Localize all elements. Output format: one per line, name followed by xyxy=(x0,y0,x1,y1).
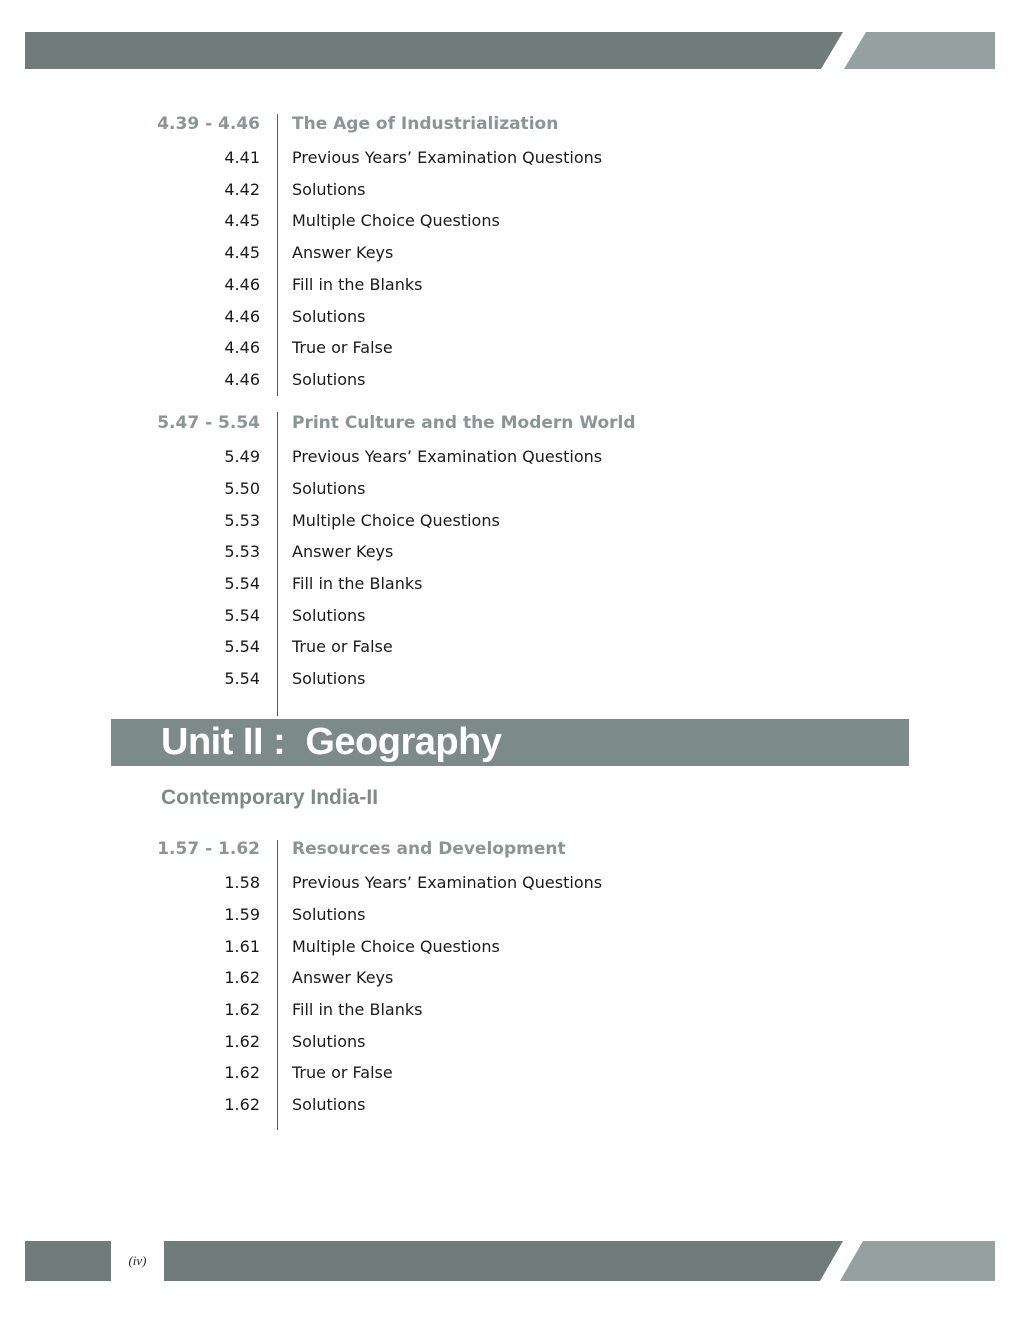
entry-title: Fill in the Blanks xyxy=(292,1000,423,1019)
entry-page: 1.61 xyxy=(224,937,260,956)
entry-title: Answer Keys xyxy=(292,542,394,561)
entry-page: 4.46 xyxy=(224,275,260,294)
entry-page: 4.46 xyxy=(224,307,260,326)
toc-divider-line xyxy=(277,840,278,1130)
entry-title: Solutions xyxy=(292,606,366,625)
entry-title: Solutions xyxy=(292,669,366,688)
entry-page: 4.46 xyxy=(224,338,260,357)
entry-page: 5.54 xyxy=(224,637,260,656)
entry-page: 5.53 xyxy=(224,511,260,530)
entry-page: 5.54 xyxy=(224,669,260,688)
chapter-page-range[interactable]: 1.57 - 1.62 xyxy=(157,839,260,859)
entry-page: 5.54 xyxy=(224,574,260,593)
entry-title: Solutions xyxy=(292,370,366,389)
chapter-title[interactable]: The Age of Industrialization xyxy=(292,114,559,134)
entry-title: True or False xyxy=(292,338,393,357)
entry-page: 4.46 xyxy=(224,370,260,389)
entry-title: Multiple Choice Questions xyxy=(292,937,500,956)
entry-page: 1.62 xyxy=(224,1032,260,1051)
entry-page: 1.62 xyxy=(224,1063,260,1082)
entry-title: Solutions xyxy=(292,1095,366,1114)
entry-page: 5.49 xyxy=(224,447,260,466)
top-header-band xyxy=(0,32,1020,70)
chapter-title[interactable]: Resources and Development xyxy=(292,839,566,859)
entry-title: Solutions xyxy=(292,1032,366,1051)
chapter-page-range[interactable]: 4.39 - 4.46 xyxy=(157,114,260,134)
entry-page: 5.53 xyxy=(224,542,260,561)
entry-title: Previous Years’ Examination Questions xyxy=(292,447,603,466)
page-number: (iv) xyxy=(111,1241,164,1281)
entry-title: Solutions xyxy=(292,479,366,498)
entry-title: True or False xyxy=(292,1063,393,1082)
subject-title: Contemporary India-II xyxy=(161,786,379,809)
entry-page: 1.62 xyxy=(224,1095,260,1114)
entry-title: Multiple Choice Questions xyxy=(292,211,500,230)
entry-page: 5.50 xyxy=(224,479,260,498)
entry-title: Solutions xyxy=(292,180,366,199)
entry-page: 1.62 xyxy=(224,1000,260,1019)
entry-title: True or False xyxy=(292,637,393,656)
entry-page: 1.58 xyxy=(224,873,260,892)
entry-page: 4.45 xyxy=(224,243,260,262)
unit-banner xyxy=(111,719,909,766)
toc-divider-line xyxy=(277,114,278,396)
chapter-title[interactable]: Print Culture and the Modern World xyxy=(292,413,636,433)
entry-title: Previous Years’ Examination Questions xyxy=(292,148,603,167)
entry-title: Answer Keys xyxy=(292,243,394,262)
entry-page: 1.59 xyxy=(224,905,260,924)
entry-title: Solutions xyxy=(292,905,366,924)
entry-page: 4.45 xyxy=(224,211,260,230)
entry-title: Fill in the Blanks xyxy=(292,574,423,593)
entry-title: Previous Years’ Examination Questions xyxy=(292,873,603,892)
entry-page: 4.41 xyxy=(224,148,260,167)
entry-page: 1.62 xyxy=(224,968,260,987)
toc-divider-line xyxy=(277,412,278,716)
entry-title: Fill in the Blanks xyxy=(292,275,423,294)
entry-page: 4.42 xyxy=(224,180,260,199)
entry-page: 5.54 xyxy=(224,606,260,625)
entry-title: Answer Keys xyxy=(292,968,394,987)
chapter-page-range[interactable]: 5.47 - 5.54 xyxy=(157,413,260,433)
entry-title: Multiple Choice Questions xyxy=(292,511,500,530)
entry-title: Solutions xyxy=(292,307,366,326)
unit-title: Unit II : Geography xyxy=(161,721,502,763)
